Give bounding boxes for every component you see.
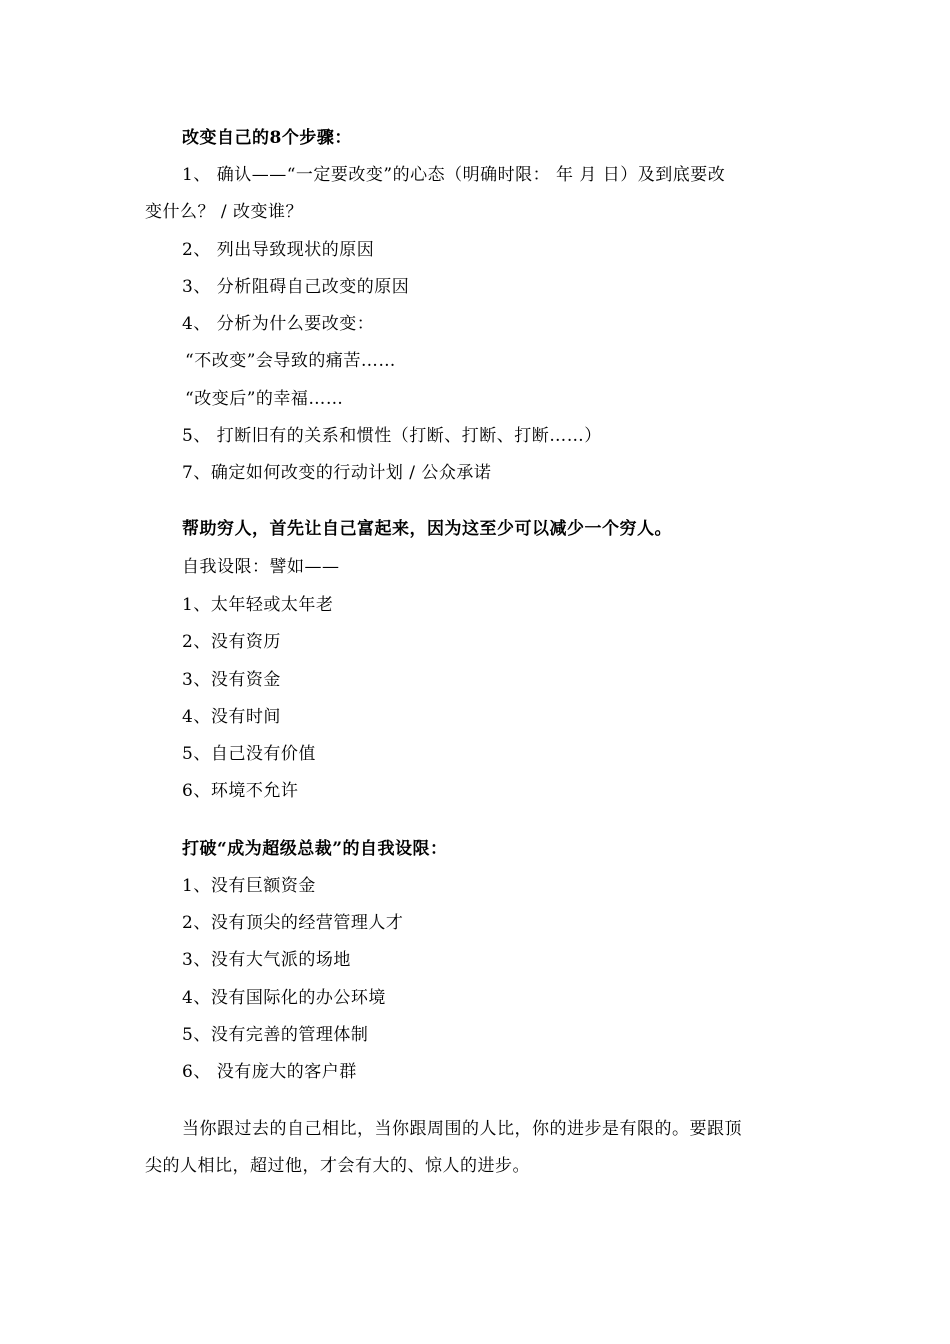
- step7: 7、确定如何改变的行动计划 / 公众承诺: [182, 463, 492, 483]
- section2-intro: 自我设限：譬如——: [182, 557, 340, 577]
- closing-line1: 当你跟过去的自己相比，当你跟周围的人比，你的进步是有限的。要跟顶: [182, 1119, 742, 1139]
- section1-heading: 改变自己的8个步骤：: [182, 128, 352, 148]
- step5: 5、 打断旧有的关系和惯性（打断、打断、打断……）: [182, 426, 602, 446]
- step2: 2、 列出导致现状的原因: [182, 240, 375, 260]
- list-item: 3、没有大气派的场地: [182, 950, 351, 970]
- list-item: 2、没有资历: [182, 632, 281, 652]
- section2-heading: 帮助穷人，首先让自己富起来，因为这至少可以减少一个穷人。: [182, 519, 672, 539]
- pain-line: “不改变”会导致的痛苦……: [185, 351, 396, 371]
- list-item: 6、环境不允许: [182, 781, 299, 801]
- list-item: 5、没有完善的管理体制: [182, 1025, 369, 1045]
- closing-line2: 尖的人相比，超过他，才会有大的、惊人的进步。: [145, 1156, 530, 1176]
- list-item: 3、没有资金: [182, 670, 281, 690]
- step3: 3、 分析阻碍自己改变的原因: [182, 277, 410, 297]
- step1-line1: 1、 确认——“一定要改变”的心态（明确时限： 年 月 日）及到底要改: [182, 165, 726, 185]
- list-item: 4、没有时间: [182, 707, 281, 727]
- list-item: 2、没有顶尖的经营管理人才: [182, 913, 404, 933]
- list-item: 5、自己没有价值: [182, 744, 316, 764]
- step1-line2: 变什么？ / 改变谁？: [145, 202, 304, 222]
- section3-heading: 打破“成为超级总裁”的自我设限：: [182, 839, 448, 859]
- happiness-line: “改变后”的幸福……: [185, 389, 344, 409]
- step4: 4、 分析为什么要改变：: [182, 314, 375, 334]
- list-item: 4、没有国际化的办公环境: [182, 988, 386, 1008]
- list-item: 1、没有巨额资金: [182, 876, 316, 896]
- list-item: 1、太年轻或太年老: [182, 595, 334, 615]
- list-item: 6、 没有庞大的客户群: [182, 1062, 357, 1082]
